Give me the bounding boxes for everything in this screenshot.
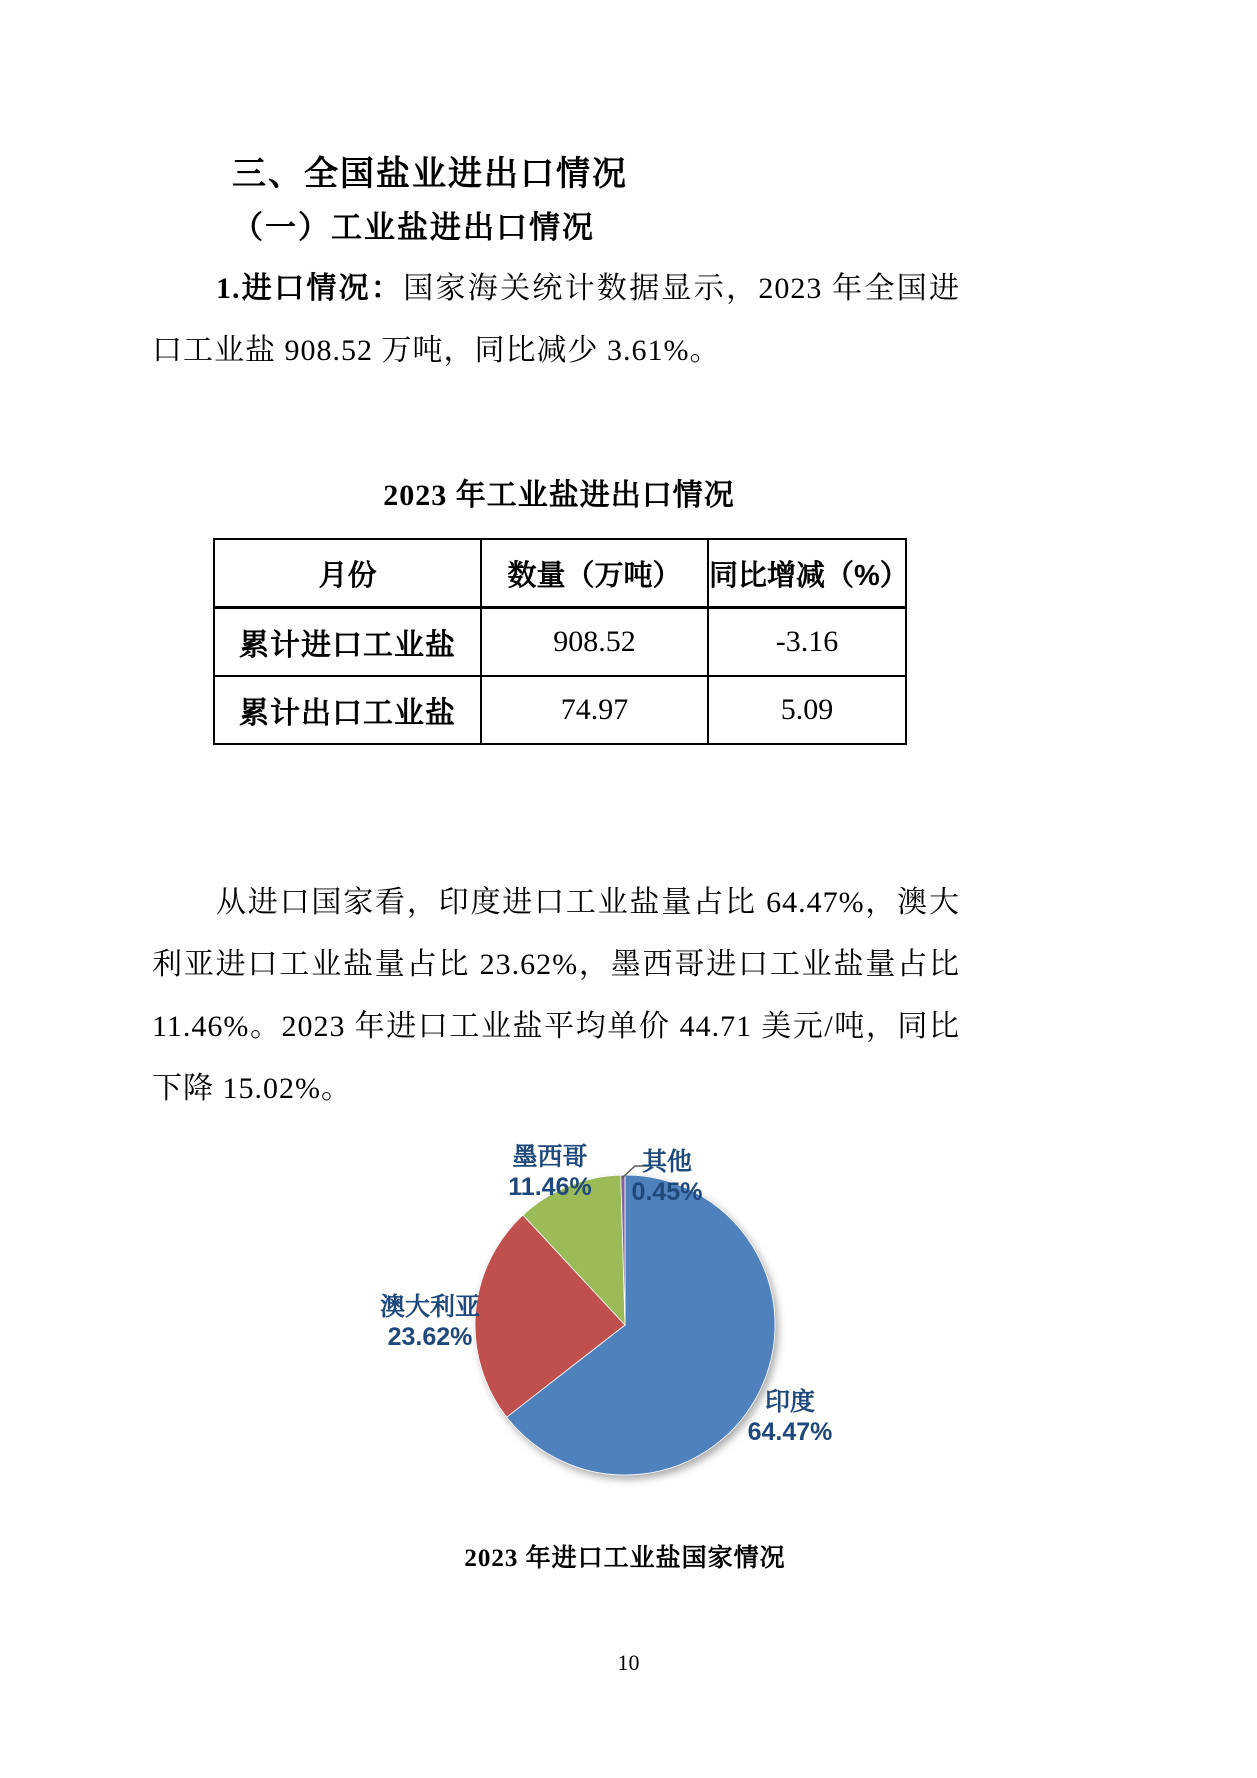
row-label-cell: 累计进口工业盐 xyxy=(214,608,481,677)
table-row xyxy=(214,608,906,677)
paragraph-lead: 1.进口情况： xyxy=(216,272,404,305)
yoy-cell: 5.09 xyxy=(708,676,906,744)
chart-caption: 2023 年进口工业盐国家情况 xyxy=(464,1545,786,1572)
col-header-yoy: 同比增减（%） xyxy=(708,539,906,608)
countries-paragraph: 从进口国家看，印度进口工业盐量占比 64.47%，澳大利亚进口工业盐量占比 23.62%，墨西哥进口工业盐量占比 11.46%。2023 年进口工业盐平均单价 44.71 美元/吨，同比下降 15.02%。 xyxy=(152,886,960,1105)
pie-label-1: 澳大利亚 23.62% xyxy=(379,1293,481,1351)
page-number: 10 xyxy=(617,1650,640,1675)
table-row xyxy=(214,676,906,744)
row-label-cell: 累计出口工业盐 xyxy=(214,676,481,744)
quantity-cell: 908.52 xyxy=(481,608,708,677)
pie-slices-group xyxy=(475,1175,775,1475)
pie-label-0: 印度 64.47% xyxy=(747,1388,833,1446)
subsection-heading: （一）工业盐进出口情况 xyxy=(232,210,595,245)
import-countries-pie xyxy=(345,1090,905,1530)
import-summary-paragraph xyxy=(152,258,960,382)
col-header-quantity: 数量（万吨） xyxy=(481,539,708,608)
paragraph-text: 国家海关统计数据显示，2023 年全国进口工业盐 908.52 万吨，同比减少 3.61%。 xyxy=(152,272,961,367)
import-export-table xyxy=(213,538,907,745)
table-title: 2023 年工业盐进出口情况 xyxy=(383,479,735,512)
pie-label-3: 其他 0.45% xyxy=(631,1148,703,1206)
quantity-cell: 74.97 xyxy=(481,676,708,744)
yoy-cell: -3.16 xyxy=(708,608,906,677)
col-header-month: 月份 xyxy=(214,539,481,608)
pie-label-2: 墨西哥 11.46% xyxy=(508,1143,592,1201)
section-heading: 三、全国盐业进出口情况 xyxy=(232,156,628,193)
table-header-row xyxy=(214,539,906,608)
